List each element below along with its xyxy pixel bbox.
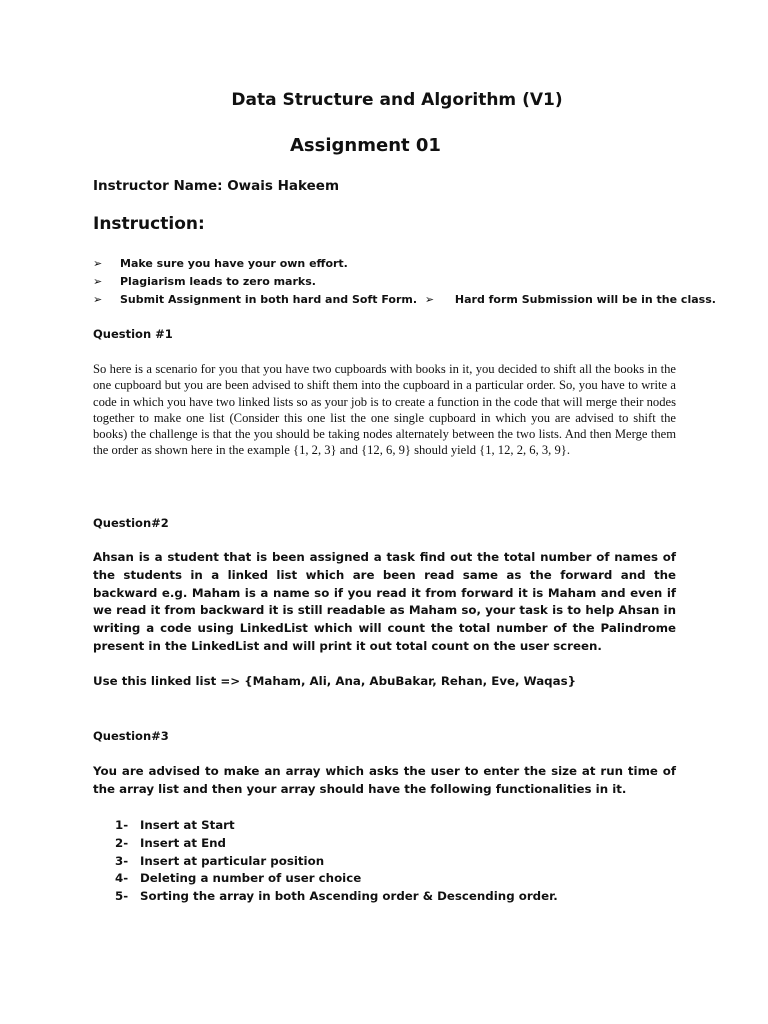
assignment-subtitle: Assignment 01 bbox=[290, 135, 441, 156]
question-2-text: Ahsan is a student that is been assigned a task find out the total number of names of the students in a linked list which are been read same as the forward and the backward e.g. Maham is a name so if you read it from forward it is Maham and even if we read it from backward it is still readable as Maham so, your task is to help Ahsan in writing a code using LinkedList which will count the total number of the Palindrome present in the LinkedList and will print it out total count on the user screen. bbox=[93, 550, 676, 653]
question-1-text: So here is a scenario for you that you have two cupboards with books in it, you decided to shift all the books in the one cupboard but you are been advised to shift them into the cupboard in a particular order. So, you have to write a code in which you have two linked lists so as your job is to create a function in the code that will merge their nodes together to make one list (Consider this one list the one single cupboard in which you are advised to shift the books) the challenge is that the you should be taking nodes alternately between the two lists. And then Merge them the order as shown here in the example {1, 2, 3} and {12, 6, 9} should yield {1, 12, 2, 6, 3, 9}. bbox=[93, 362, 676, 458]
instruction-list bbox=[93, 255, 716, 309]
question-1-heading: Question #1 bbox=[93, 327, 173, 341]
bullet-text: Submit Assignment in both hard and Soft Form. bbox=[120, 293, 418, 306]
item-label: Insert at End bbox=[140, 835, 226, 850]
instruction-heading: Instruction: bbox=[93, 214, 205, 234]
arrow-bullet-icon: ➢ bbox=[93, 257, 103, 270]
item-number: 4- bbox=[115, 871, 129, 886]
bullet-text: Make sure you have your own effort. bbox=[120, 257, 348, 270]
linked-list-line: Use this linked list => {Maham, Ali, Ana, AbuBakar, Rehan, Eve, Waqas} bbox=[93, 674, 576, 688]
list-item bbox=[93, 255, 716, 273]
list-item bbox=[115, 835, 558, 853]
list-item bbox=[115, 853, 558, 871]
instructor-name: Instructor Name: Owais Hakeem bbox=[93, 178, 340, 194]
item-number: 1- bbox=[115, 818, 129, 832]
item-number: 5- bbox=[115, 889, 129, 904]
list-item bbox=[115, 870, 558, 888]
document-title: Data Structure and Algorithm (V1) bbox=[231, 90, 563, 110]
question-3-text: You are advised to make an array which asks the user to enter the size at run time of the array list and then your array should have the following functionalities in it. bbox=[93, 764, 676, 796]
question-2-heading: Question#2 bbox=[93, 516, 169, 530]
arrow-bullet-icon: ➢ bbox=[424, 293, 435, 306]
item-label: Sorting the array in both Ascending order & Descending order. bbox=[140, 889, 558, 904]
item-label: Deleting a number of user choice bbox=[140, 871, 362, 886]
list-item bbox=[115, 817, 558, 835]
item-label: Insert at particular position bbox=[140, 853, 325, 868]
functionality-list bbox=[115, 817, 558, 906]
bullet-text: Hard form Submission will be in the class. bbox=[454, 293, 716, 306]
list-item bbox=[93, 273, 716, 291]
bullet-text: Plagiarism leads to zero marks. bbox=[120, 275, 316, 288]
arrow-bullet-icon: ➢ bbox=[93, 275, 103, 288]
list-item bbox=[115, 888, 558, 906]
arrow-bullet-icon: ➢ bbox=[93, 293, 103, 306]
item-label: Insert at Start bbox=[140, 818, 235, 832]
item-number: 3- bbox=[115, 853, 129, 868]
list-item bbox=[93, 291, 716, 309]
item-number: 2- bbox=[115, 835, 129, 850]
question-3-heading: Question#3 bbox=[93, 729, 169, 743]
